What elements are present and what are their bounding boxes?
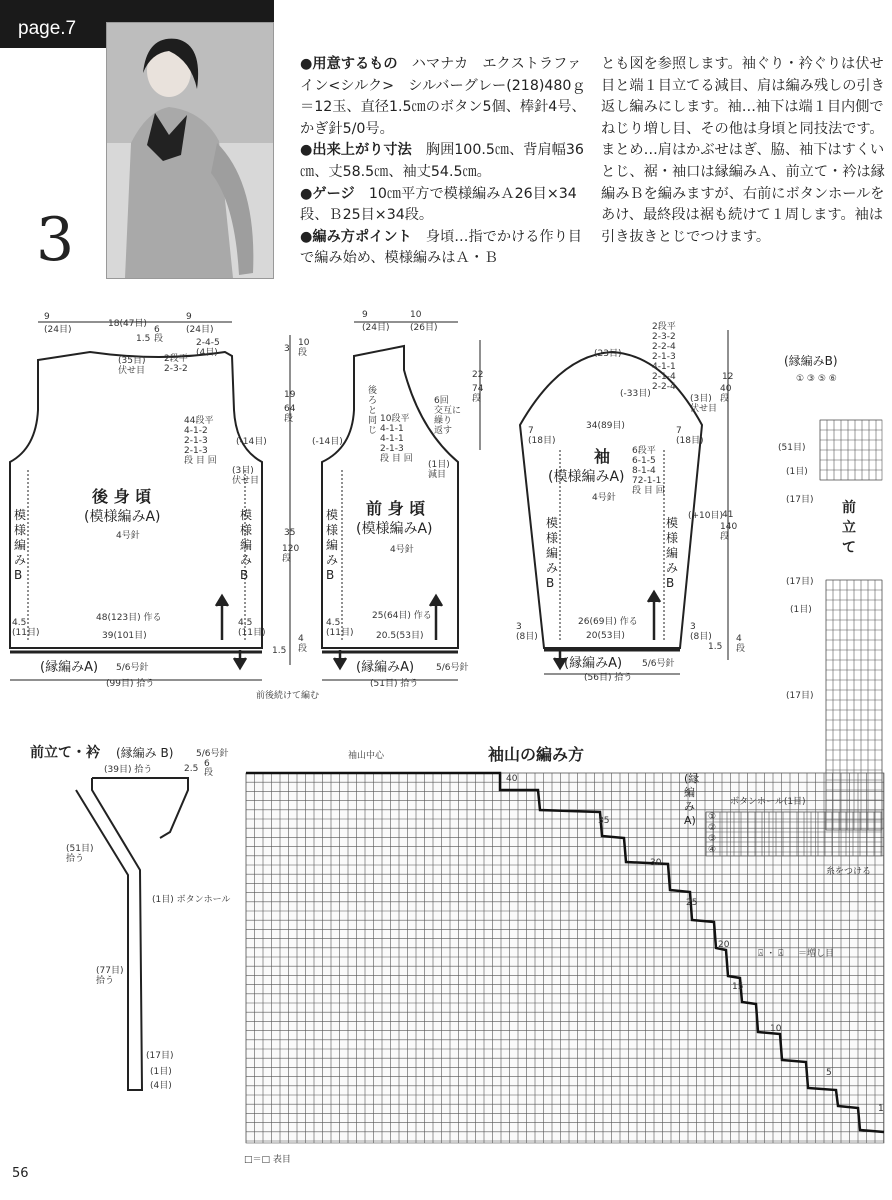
sleeve-width2: 20(53目)	[586, 631, 625, 641]
back-bind: (3目) 伏せ目	[232, 466, 260, 486]
back-body-needle: 4号針	[116, 531, 140, 541]
sleeve-side-left: 模様編みB	[546, 516, 559, 590]
band-buttonhole: (1目) ボタンホール	[152, 895, 231, 905]
band-h1-rows: 6 段	[204, 759, 214, 778]
sleeve-edge-r: 3 (8目)	[690, 622, 712, 642]
front-band: (縁編みA)	[356, 660, 415, 675]
sleeve-width: 34(89目)	[586, 421, 625, 431]
front-h-total-rows: 74 段	[472, 384, 484, 404]
back-neck-rows: 6 段	[154, 325, 164, 344]
front-top-left: 9 (24目)	[362, 310, 390, 333]
sleeve-cap-chart	[246, 773, 884, 1143]
sleeve-title: 袖	[594, 447, 611, 466]
sleeve-pattern: (模様編みA)	[548, 469, 625, 485]
back-armhole-st: (-14目)	[236, 437, 267, 447]
band-collar: (51目) 拾う	[66, 844, 94, 864]
front-band-pattern: (縁編み B)	[116, 746, 174, 760]
edge-e1b: (1目)	[790, 605, 812, 615]
page-tab-label: page.7	[18, 18, 77, 39]
front-band-needle: 5/6号針	[196, 749, 229, 759]
sleeve-h-cuff2: 1.5	[708, 642, 723, 652]
sleeve-cast-on: 26(69目) 作る	[578, 617, 638, 627]
edge-attach: 糸をつける	[826, 867, 872, 877]
size-line: ●出来上がり寸法 胸囲100.5㎝、背肩幅36㎝、丈58.5㎝、袖丈54.5㎝。	[300, 142, 584, 180]
row-30: 30	[650, 858, 662, 868]
back-neck-depth: 1.5	[136, 334, 151, 344]
row-1: 1	[878, 1104, 884, 1114]
front-body-title: 前 身 頃	[366, 499, 426, 518]
edge-e17: (17目)	[786, 495, 814, 505]
back-band: (縁編みA)	[40, 660, 99, 675]
back-body-pattern: (模様編みA)	[84, 509, 161, 525]
back-pick: (99目) 拾う	[106, 679, 155, 689]
front-width: 20.5(53目)	[376, 631, 424, 641]
back-neck-dec: 2段平 2-3-2	[164, 354, 188, 374]
sleeve-cap-h: 12	[722, 372, 734, 382]
edge-rows-top: ① ③ ⑤ ⑥	[796, 374, 837, 384]
back-top-mid: 18(47目)	[108, 319, 147, 329]
front-twist: 6回 交互に 繰り 返す	[434, 396, 462, 436]
sleeve-needle: 4号針	[592, 493, 616, 503]
increase-note: ＝増し目	[798, 949, 835, 959]
pattern-number: 3	[36, 205, 75, 275]
front-edge: 4.5 (11目)	[326, 618, 354, 638]
back-neck-bind: (35目) 伏せ目	[118, 356, 146, 376]
back-cast-on: 48(123目) 作る	[96, 613, 162, 623]
row-15: 15	[732, 982, 744, 992]
band-front: (77目) 拾う	[96, 966, 124, 986]
sleeve-cap-dec: 2段平 2-3-2 2-2-4 2-1-3 4-1-1 2-1-4 2-2-4	[652, 322, 676, 392]
sleeve-side-right: 模様編みB	[666, 516, 679, 590]
front-armhole: (-14目)	[312, 437, 343, 447]
back-h5: 1.5	[272, 646, 287, 656]
sleeve-pick: (56目) 拾う	[584, 673, 633, 683]
back-h2-rows: 64 段	[284, 404, 296, 424]
back-h1-rows: 10 段	[298, 338, 310, 358]
band-b1: (1目)	[150, 1067, 172, 1077]
row-40: 40	[506, 774, 518, 784]
row-5: 5	[826, 1068, 832, 1078]
back-edge-right: 4.5 (11目)	[238, 618, 266, 638]
edge-e51: (51目)	[778, 443, 806, 453]
back-body-title: 後 身 頃	[92, 487, 152, 506]
materials-line: ●用意するもの ハマナカ エクストラファイン<シルク> シルバーグレー(218)480ｇ＝12玉、直径1.5㎝のボタン5個、棒針4号、かぎ針5/0号。	[300, 56, 586, 137]
sleeve-band: (縁編みA)	[564, 656, 623, 671]
sleeve-side-l: 7 (18目)	[528, 426, 556, 446]
edge-chart-front-title: 前 立 て	[842, 500, 856, 556]
sleeve-edge-l: 3 (8目)	[516, 622, 538, 642]
edge-rows: ① ② ③ ④	[708, 812, 717, 855]
chart-legend: □＝□ 表目	[244, 1155, 291, 1165]
back-shoulder: 2-4-5 (4目)	[196, 338, 220, 358]
row-10: 10	[770, 1024, 782, 1034]
back-h4: 4 段	[298, 634, 308, 654]
back-edge-left: 4.5 (11目)	[12, 618, 40, 638]
sleeve-h-body: 41	[722, 510, 734, 520]
back-armhole-dec: 44段平 4-1-2 2-1-3 2-1-3 段 目 回	[184, 416, 217, 466]
front-band-needle: 5/6号針	[436, 663, 469, 673]
front-band-outline	[76, 778, 188, 1090]
back-top-right: 9 (24目)	[186, 312, 214, 335]
increase-icons: ⍓ ・ ⍓	[758, 949, 784, 959]
sleeve-h-body-rows: 140 段	[720, 522, 738, 542]
instructions-column-2: とも図を参照します。袖ぐり・衿ぐりは伏せ目と端１目立てる減目、肩は編み残しの引き返し編みにします。袖…袖下は端１目内側でねじり増し目、その他は身頃と同技法です。まとめ…肩はかぶせはぎ、脇、袖下はすくいとじ、裾・袖口は縁編みＡ、前立て・衿は縁編みＢを編みますが、右前にボタンホールをあけ、最終段は裾も続けて１周します。袖は引き抜きとじでつけます。	[601, 56, 885, 245]
sleeve-cap-st: (-33目)	[620, 389, 651, 399]
edge-buttonhole: ボタンホール(1目)	[730, 797, 806, 807]
sleeve-cap-chart-title: 袖山の編み方	[488, 745, 585, 764]
front-band-title: 前立て・衿	[30, 745, 100, 761]
points-line: ●編み方ポイント 身頃…指でかける作り目で編み始め、模様編みはＡ・Ｂ	[300, 228, 582, 267]
row-20: 20	[718, 940, 730, 950]
edge-e1: (1目)	[786, 467, 808, 477]
front-same-back: 後ろと同じ	[368, 386, 378, 436]
gauge-line: ●ゲージ 10㎝平方で模様編みＡ26目×34段、Ｂ25目×34段。	[300, 185, 577, 224]
back-width: 39(101目)	[102, 631, 147, 641]
edge-e17b: (17目)	[786, 577, 814, 587]
front-dec1: (1目) 減目	[428, 460, 450, 480]
edge-band-a: (縁編みA)	[684, 772, 700, 827]
back-h2: 19	[284, 390, 296, 400]
sleeve-inc-st: (+10目)	[688, 511, 724, 521]
sleeve-bind: (3目) 伏せ目	[690, 394, 718, 414]
back-continue: 前後続けて編む	[256, 691, 320, 701]
edge-chart-title: (縁編みB)	[784, 354, 838, 368]
edge-e17c: (17目)	[786, 691, 814, 701]
back-h1: 3	[284, 344, 290, 354]
back-h3-rows: 120 段	[282, 544, 300, 564]
sleeve-top: (23目)	[594, 349, 622, 359]
band-neck: (39目) 拾う	[104, 765, 153, 775]
page-number: 56	[12, 1166, 29, 1181]
sleeve-cap-h-rows: 40 段	[720, 384, 732, 404]
front-body-pattern: (模様編みA)	[356, 521, 433, 537]
front-top-right: 10 (26目)	[410, 310, 438, 333]
sleeve-band-needle: 5/6号針	[642, 659, 675, 669]
sleeve-inc: 6段平 6-1-5 8-1-4 72-1-1 段 目 回	[632, 446, 665, 496]
back-band-needle: 5/6号針	[116, 663, 149, 673]
sleeve-h-cuff: 4 段	[736, 634, 746, 654]
front-neck-dec: 10段平 4-1-1 4-1-1 2-1-3 段 目 回	[380, 414, 413, 464]
front-body-needle: 4号針	[390, 545, 414, 555]
row-25: 25	[686, 898, 698, 908]
back-h3: 35	[284, 528, 296, 538]
band-b17: (17目)	[146, 1051, 174, 1061]
band-h1: 2.5	[184, 764, 199, 774]
sleeve-cap-center: 袖山中心	[348, 751, 385, 761]
row-35: 35	[598, 816, 610, 826]
back-side-right: 模様編みB	[240, 508, 253, 582]
front-h-total: 22	[472, 370, 484, 380]
back-side-left: 模様編みB	[14, 508, 27, 582]
sleeve-side-r: 7 (18目)	[676, 426, 704, 446]
back-top-left: 9 (24目)	[44, 312, 72, 335]
front-pick: (51目) 拾う	[370, 679, 419, 689]
band-b4: (4目)	[150, 1081, 172, 1091]
front-side-label: 模様編みB	[326, 508, 339, 582]
front-cast-on: 25(64目) 作る	[372, 611, 432, 621]
